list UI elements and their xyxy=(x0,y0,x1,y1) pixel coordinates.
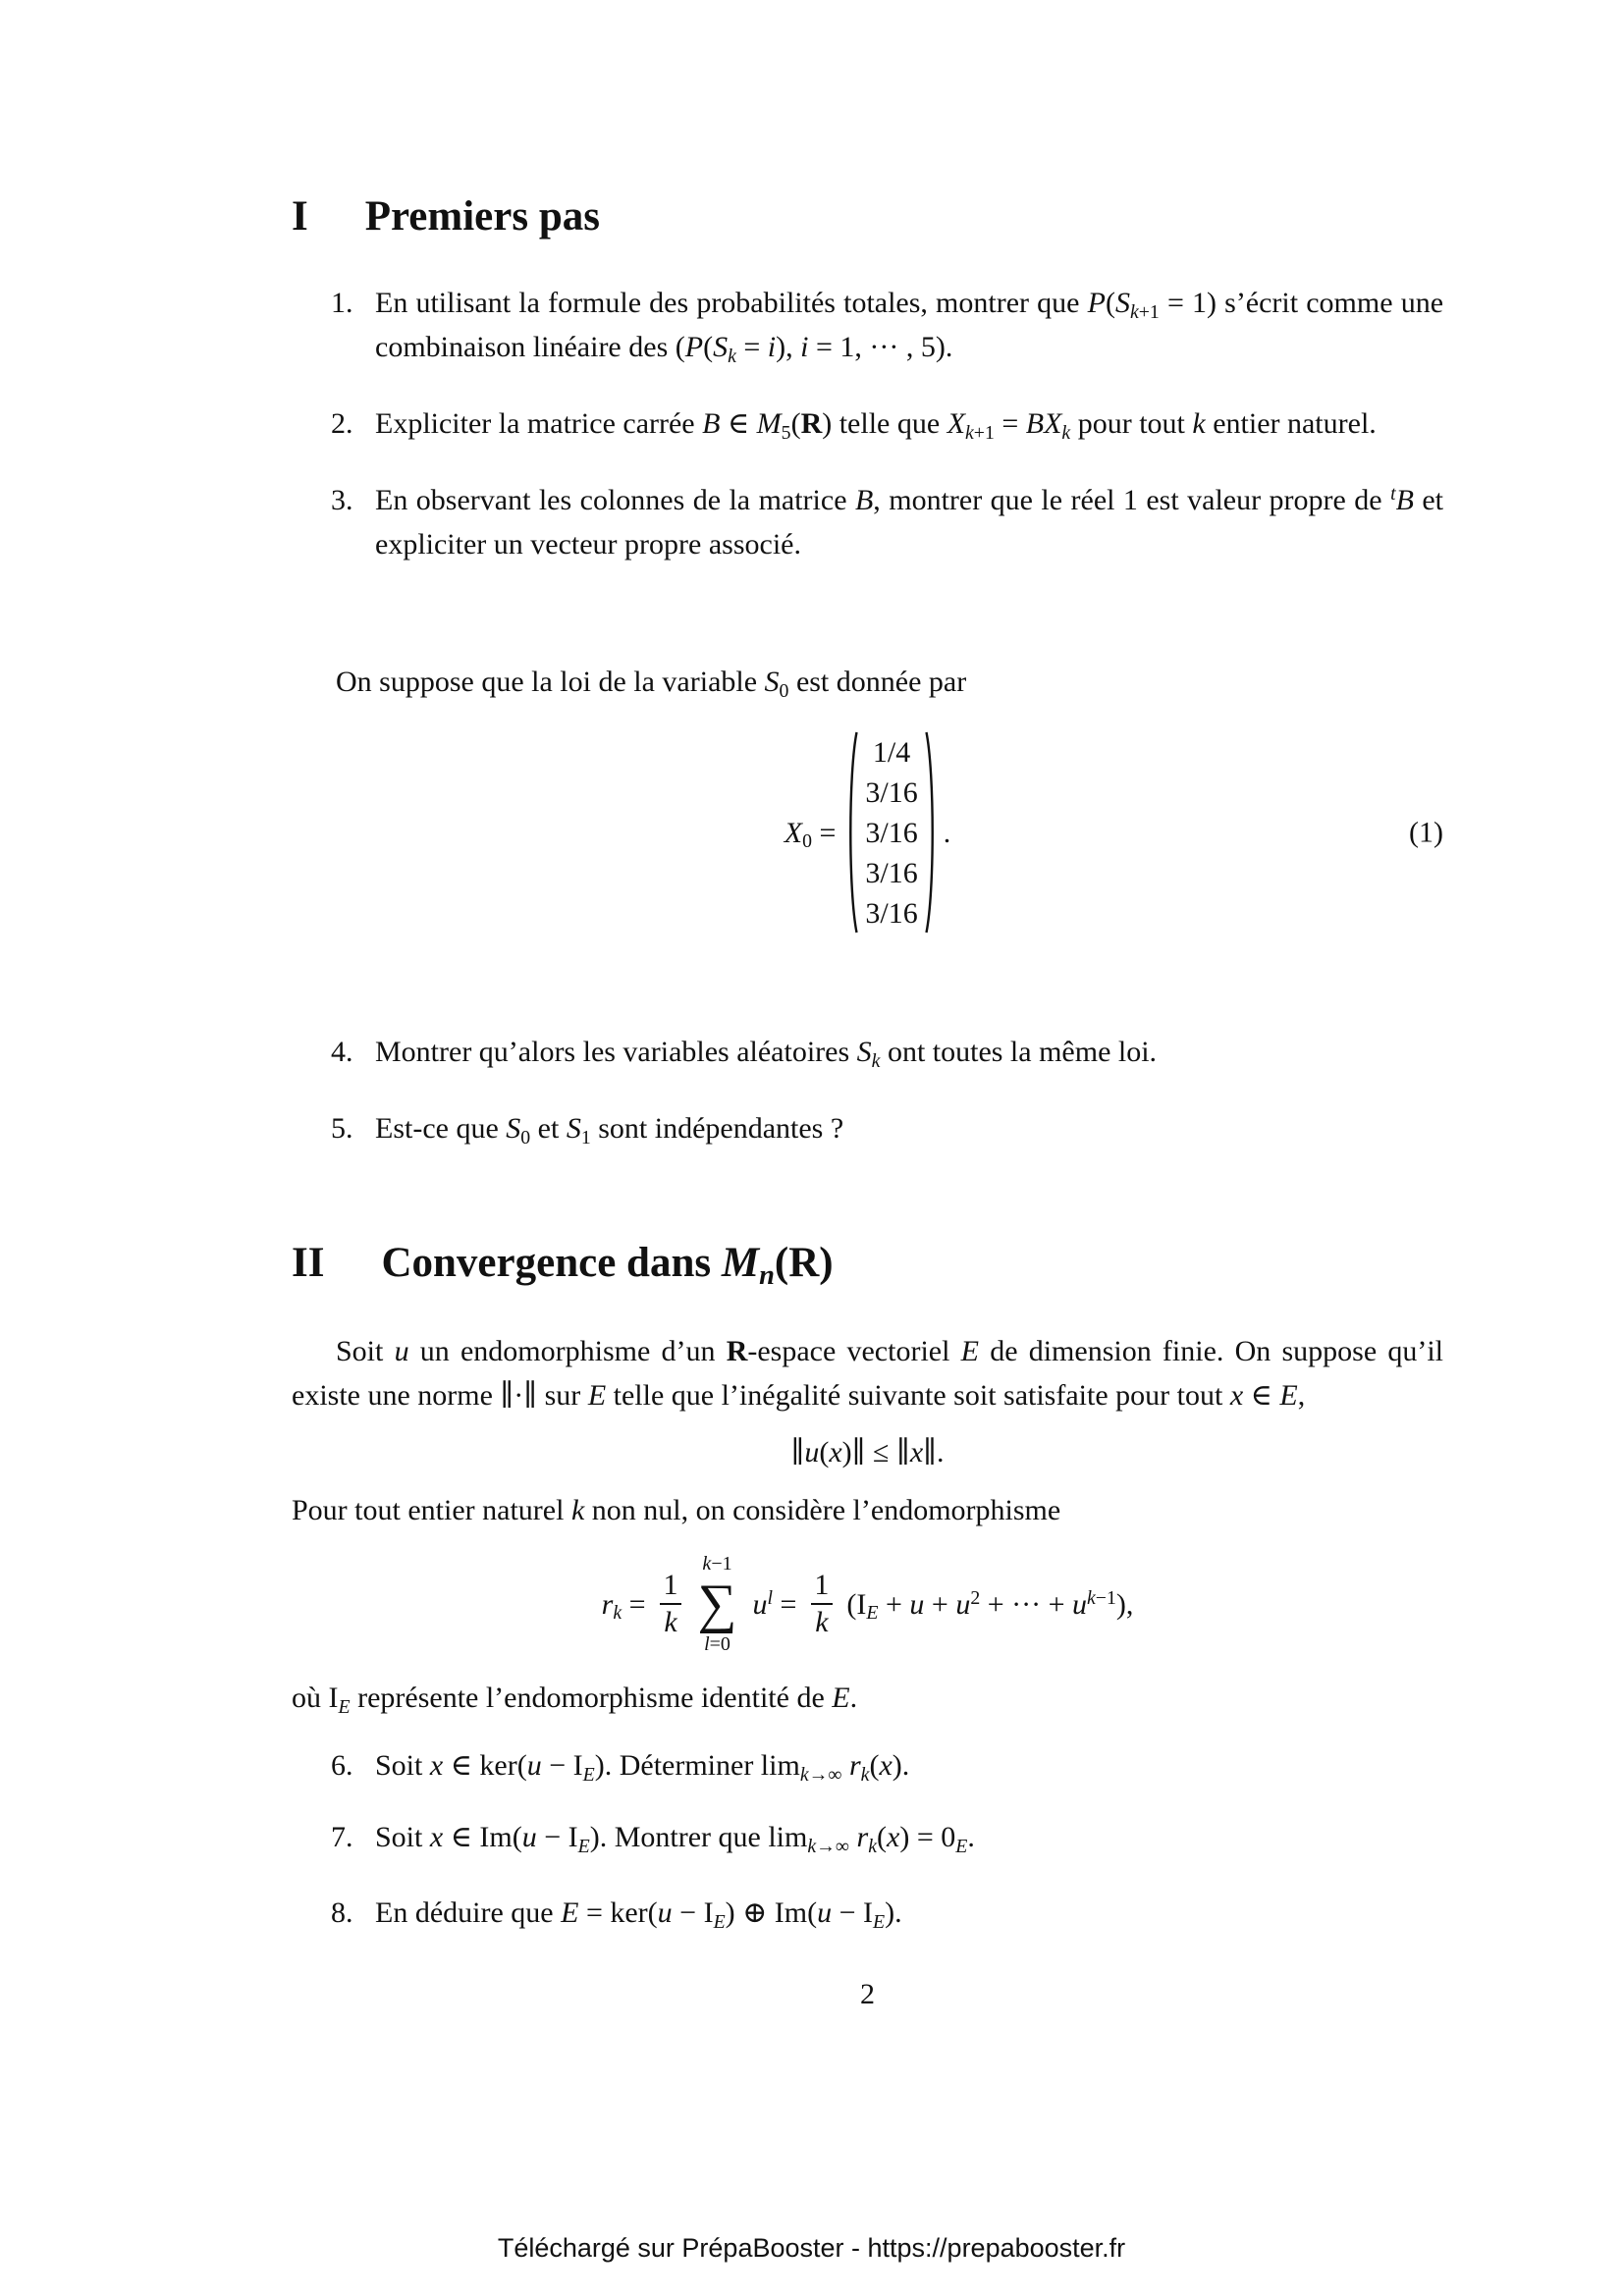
sum-upper-limit: k−1 xyxy=(702,1553,732,1575)
item-number: 3. xyxy=(331,484,353,516)
fraction-one-over-k xyxy=(810,1568,833,1640)
section-1-number: I xyxy=(292,193,308,240)
right-parenthesis-icon xyxy=(924,729,938,935)
page-number: 2 xyxy=(860,1978,875,2010)
paragraph-for-all-k: Pour tout entier naturel k non nul, on considère l’endomorphisme xyxy=(292,1494,1061,1526)
item-number: 6. xyxy=(331,1749,353,1782)
equation-tag: (1) xyxy=(1409,816,1443,849)
exercise-item-7 xyxy=(292,1815,1443,1859)
fraction-denominator: k xyxy=(660,1603,680,1640)
paragraph-identity: où $I_E$ représente l’endomorphisme identité de E. xyxy=(292,1682,858,1718)
item-text: Montrer qu’alors les variables aléatoires $S_k$ ont toutes la même loi. xyxy=(375,1036,1158,1072)
matrix-row: 3/16 xyxy=(865,816,918,849)
item-number: 7. xyxy=(331,1821,353,1853)
item-text: En observant les colonnes de la matrice B, montrer que le réel 1 est valeur propre de $^t$B et expliciter un vecteur propre associé. xyxy=(375,483,1443,561)
exercise-item-6 xyxy=(292,1743,1443,1788)
section-2-heading xyxy=(292,1239,1443,1291)
fraction-numerator: 1 xyxy=(663,1569,678,1601)
equation-period: . xyxy=(943,816,951,849)
exercise-item-4 xyxy=(292,1030,1443,1074)
equation-lhs: $r_k$ = xyxy=(601,1587,646,1625)
fraction-numerator: 1 xyxy=(814,1569,830,1601)
item-text: En utilisant la formule des probabilités totales, montrer que $P(S_{k+1} = 1)$ s’écrit comme une combinaison linéaire des ($P(S_k = i)$, i = 1, ··· , 5). xyxy=(375,287,1444,367)
left-parenthesis-icon xyxy=(845,729,859,935)
sum-lower-limit: l=0 xyxy=(704,1633,730,1655)
cesaro-sum-equation xyxy=(292,1550,1443,1658)
item-text: Soit x ∈ $Im(u - I_E)$. Montrer que $\lim_{k\to\infty} r_k(x) = 0_E$. xyxy=(375,1821,975,1857)
item-text: Est-ce que $S_0$ et $S_1$ sont indépendantes ? xyxy=(375,1112,844,1148)
exercise-item-8 xyxy=(292,1891,1443,1935)
fraction-one-over-k xyxy=(660,1568,682,1640)
matrix-row: 1/4 xyxy=(872,735,911,769)
section-1-heading xyxy=(292,192,1443,241)
fraction-denominator: k xyxy=(811,1603,832,1640)
section-2-number: II xyxy=(292,1240,325,1286)
item-text: Soit x ∈ $ker(u - I_E)$. Déterminer $\lim_{k\to\infty} r_k(x)$. xyxy=(375,1749,910,1786)
item-number: 2. xyxy=(331,407,353,440)
section-2-title: Convergence dans $M_n(R)$ xyxy=(381,1240,834,1291)
item-number: 1. xyxy=(331,287,353,319)
item-text: Expliciter la matrice carrée B ∈ $M_5(R)$ telle que $X_{k+1} = BX_k$ pour tout k entier naturel. xyxy=(375,407,1377,444)
exercise-item-2 xyxy=(292,401,1443,446)
summation-symbol xyxy=(698,1552,737,1656)
footer-text: Téléchargé sur PrépaBooster - https://prepabooster.fr xyxy=(497,2233,1126,2263)
exercise-item-1 xyxy=(292,281,1443,369)
item-number: 4. xyxy=(331,1036,353,1068)
matrix-row: 3/16 xyxy=(865,775,918,809)
paragraph-law-of-s0: On suppose que la loi de la variable $S_0$ est donnée par xyxy=(336,666,967,702)
item-number: 8. xyxy=(331,1896,353,1929)
section-1-title: Premiers pas xyxy=(364,193,600,240)
sigma-icon: ∑ xyxy=(697,1574,737,1634)
equation-middle: $u^l$ = xyxy=(752,1586,797,1621)
equation-rhs: ($I_E + u + u^2$ + ··· + $u^{k-1}$), xyxy=(846,1586,1134,1625)
equation-lhs: $X_0$ = xyxy=(784,816,837,853)
paragraph-endomorphism: Soit u un endomorphisme d’un R-espace vectoriel E de dimension finie. On suppose qu’il existe une norme ∥·∥ sur E telle que l’inégalité suivante soit satisfaite pour tout x ∈ E, xyxy=(292,1335,1444,1412)
item-number: 5. xyxy=(331,1112,353,1145)
item-text: En déduire que $E = ker(u - I_E)$ ⊕ $Im(u - I_E)$. xyxy=(375,1896,902,1933)
matrix-equation xyxy=(292,725,1443,939)
norm-inequality-equation: ∥u(x)∥ ≤ ∥x∥. xyxy=(790,1436,945,1468)
matrix-column xyxy=(859,732,923,934)
exercise-item-5 xyxy=(292,1106,1443,1150)
matrix-row: 3/16 xyxy=(865,896,918,930)
matrix-row: 3/16 xyxy=(865,856,918,889)
exercise-item-3 xyxy=(292,478,1443,566)
